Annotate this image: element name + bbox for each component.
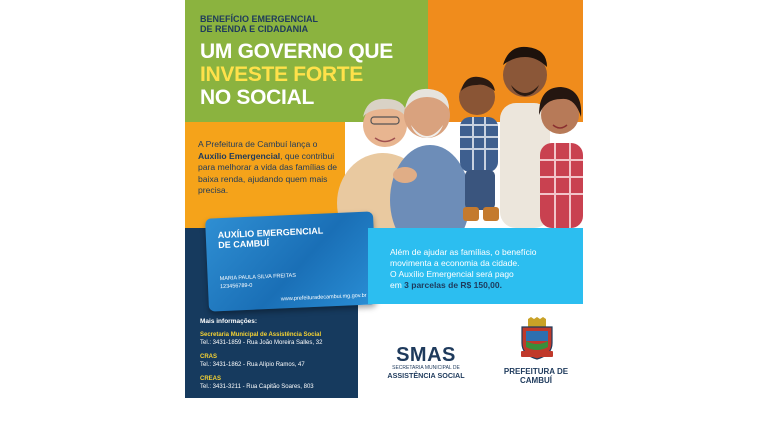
card-number: 123456789-0 (219, 282, 253, 291)
supertitle (200, 14, 318, 34)
contacts (200, 318, 322, 397)
contact-item: CRAS Tel.: 3431-1862 - Rua Alípio Ramos, 47 (200, 354, 305, 368)
benefit-card (205, 211, 377, 311)
smas-logo: SMAS SECRETARIA MUNICIPAL DE ASSISTÊNCIA SOCIAL (382, 345, 470, 380)
supertitle-line2: DE RENDA E CIDADANIA (200, 24, 309, 34)
contact-item: Secretaria Municipal de Assistência Social Tel.: 3431-1859 - Rua João Moreira Salles, 32 (200, 332, 323, 346)
contacts-label: Mais informações: (200, 318, 258, 325)
poster (185, 0, 583, 398)
benefit-text: Além de ajudar as famílias, o benefício movimenta a economia da cidade. O Auxílio Emergencial será pago em 3 parcelas de R$ 150,00. (390, 247, 537, 290)
card-title: AUXÍLIO EMERGENCIAL DE CAMBUÍ (217, 225, 324, 251)
card-url: www.prefeituradecambui.mg.gov.br (280, 292, 367, 303)
headline-line1: UM GOVERNO QUE (200, 40, 393, 63)
family-photo (335, 25, 583, 228)
contact-item: CREAS Tel.: 3431-3211 - Rua Capitão Soares, 803 (200, 376, 314, 390)
headline-line2: INVESTE FORTE (200, 63, 363, 86)
city-crest (518, 317, 556, 361)
supertitle-line1: BENEFÍCIO EMERGENCIAL (200, 14, 319, 24)
intro-text: A Prefeitura de Cambuí lança o Auxílio Emergencial, que contribui para melhorar a vida das famílias de baixa renda, ajudando quem mais precisa. (198, 139, 338, 195)
card-holder-name: MARIA PAULA SILVA FREITAS (219, 272, 297, 283)
headline-line3: NO SOCIAL (200, 86, 314, 109)
smas-acronym: SMAS (396, 344, 456, 366)
installments-text: 3 parcelas de R$ 150,00. (404, 280, 502, 290)
prefeitura-logo: PREFEITURA DE CAMBUÍ (503, 367, 569, 385)
